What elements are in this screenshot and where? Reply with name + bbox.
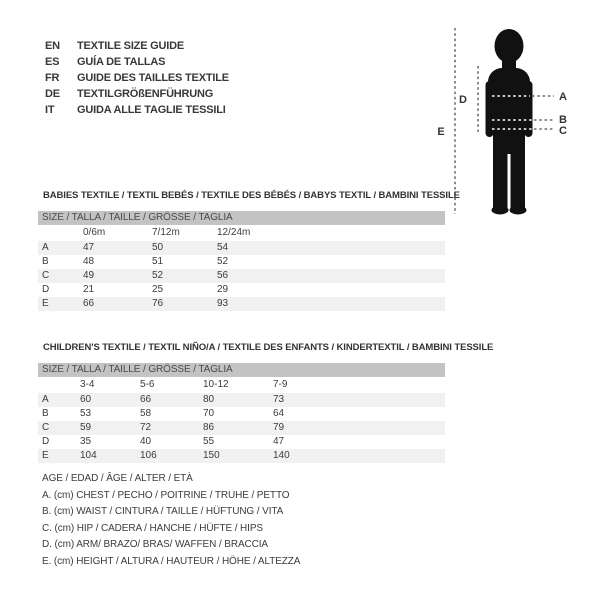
measurement-diagram bbox=[430, 8, 600, 220]
value-cell: 25 bbox=[152, 284, 164, 295]
size-header-bar: SIZE / TALLA / TAILLE / GRÖSSE / TAGLIA bbox=[38, 363, 445, 377]
table-row bbox=[38, 241, 445, 255]
list-item bbox=[45, 102, 229, 118]
column-header: 0/6m bbox=[83, 227, 106, 238]
value-cell: 73 bbox=[273, 394, 285, 405]
child-body-shape bbox=[486, 29, 533, 215]
legend-item-hip: C. (cm) HIP / CADERA / HANCHE / HÜFTE / HIPS bbox=[42, 522, 263, 534]
column-header: 7/12m bbox=[152, 227, 180, 238]
list-item bbox=[45, 70, 229, 86]
legend-item-height: E. (cm) HEIGHT / ALTURA / HAUTEUR / HÖHE / ALTEZZA bbox=[42, 555, 301, 567]
label-height-e: E bbox=[437, 126, 445, 138]
language-title: TEXTILGRÖßENFÜHRUNG bbox=[77, 88, 214, 100]
value-cell: 50 bbox=[152, 242, 164, 253]
table-row bbox=[38, 449, 445, 463]
table-row bbox=[38, 407, 445, 421]
value-cell: 56 bbox=[217, 270, 229, 281]
value-cell: 104 bbox=[80, 450, 97, 461]
value-cell: 66 bbox=[140, 394, 152, 405]
value-cell: 79 bbox=[273, 422, 285, 433]
value-cell: 70 bbox=[203, 408, 215, 419]
value-cell: 47 bbox=[83, 242, 95, 253]
value-cell: 21 bbox=[83, 284, 95, 295]
value-cell: 52 bbox=[217, 256, 229, 267]
language-title: GUIDA ALLE TAGLIE TESSILI bbox=[77, 104, 226, 116]
legend-item-waist: B. (cm) WAIST / CINTURA / TAILLE / HÜFTUNG / VITA bbox=[42, 506, 284, 517]
value-cell: 55 bbox=[203, 436, 215, 447]
language-title: TEXTILE SIZE GUIDE bbox=[77, 40, 185, 52]
list-item bbox=[45, 54, 229, 70]
column-header: 5-6 bbox=[140, 379, 155, 390]
row-label: C bbox=[42, 270, 50, 281]
table-row bbox=[38, 283, 445, 297]
table-row bbox=[38, 269, 445, 283]
list-item bbox=[45, 86, 229, 102]
value-cell: 29 bbox=[217, 284, 229, 295]
value-cell: 64 bbox=[273, 408, 285, 419]
legend-item-arm: D. (cm) ARM/ BRAZO/ BRAS/ WAFFEN / BRACCIA bbox=[42, 539, 269, 550]
value-cell: 59 bbox=[80, 422, 92, 433]
language-code: DE bbox=[45, 88, 60, 100]
language-title: GUIDE DES TAILLES TEXTILE bbox=[77, 72, 229, 84]
row-label: A bbox=[42, 242, 49, 253]
label-arm-d: D bbox=[459, 94, 467, 106]
language-list bbox=[45, 38, 229, 118]
value-cell: 53 bbox=[80, 408, 92, 419]
value-cell: 80 bbox=[203, 394, 215, 405]
value-cell: 58 bbox=[140, 408, 152, 419]
label-chest-a: A bbox=[559, 91, 567, 103]
children-section-heading: CHILDREN'S TEXTILE / TEXTIL NIÑO/A / TEXTILE DES ENFANTS / KINDERTEXTIL / BAMBINI TESSILE bbox=[43, 342, 494, 353]
column-header: 7-9 bbox=[273, 379, 288, 390]
legend-age-line: AGE / EDAD / ÂGE / ALTER / ETÀ bbox=[42, 473, 193, 484]
value-cell: 86 bbox=[203, 422, 215, 433]
value-cell: 93 bbox=[217, 298, 229, 309]
value-cell: 35 bbox=[80, 436, 92, 447]
value-cell: 52 bbox=[152, 270, 164, 281]
legend-item-chest: A. (cm) CHEST / PECHO / POITRINE / TRUHE / PETTO bbox=[42, 489, 290, 501]
value-cell: 150 bbox=[203, 450, 220, 461]
column-header: 12/24m bbox=[217, 227, 251, 238]
table-row bbox=[38, 421, 445, 435]
value-cell: 51 bbox=[152, 256, 164, 267]
value-cell: 106 bbox=[140, 450, 157, 461]
language-code: IT bbox=[45, 104, 55, 116]
language-code: EN bbox=[45, 40, 60, 52]
table-row bbox=[38, 297, 445, 311]
column-header-row bbox=[38, 377, 445, 393]
column-header: 10-12 bbox=[203, 379, 229, 390]
value-cell: 54 bbox=[217, 242, 229, 253]
value-cell: 76 bbox=[152, 298, 164, 309]
row-label: D bbox=[42, 436, 50, 447]
value-cell: 140 bbox=[273, 450, 290, 461]
value-cell: 66 bbox=[83, 298, 95, 309]
language-code: FR bbox=[45, 72, 60, 84]
value-cell: 60 bbox=[80, 394, 92, 405]
table-row bbox=[38, 255, 445, 269]
babies-section-heading: BABIES TEXTILE / TEXTIL BEBÉS / TEXTILE DES BÉBÉS / BABYS TEXTIL / BAMBINI TESSILE bbox=[43, 190, 460, 201]
table-row bbox=[38, 393, 445, 407]
row-label: D bbox=[42, 284, 50, 295]
corner-cell bbox=[38, 377, 80, 393]
label-hip-c: C bbox=[559, 125, 567, 137]
value-cell: 72 bbox=[140, 422, 152, 433]
value-cell: 47 bbox=[273, 436, 285, 447]
label-waist-b: B bbox=[559, 114, 567, 126]
row-label: B bbox=[42, 408, 49, 419]
row-label: E bbox=[42, 298, 49, 309]
row-label: A bbox=[42, 394, 49, 405]
list-item bbox=[45, 38, 229, 54]
value-cell: 48 bbox=[83, 256, 95, 267]
value-cell: 49 bbox=[83, 270, 95, 281]
value-cell: 40 bbox=[140, 436, 152, 447]
row-label: E bbox=[42, 450, 49, 461]
children-size-table bbox=[38, 363, 445, 463]
column-header-row bbox=[38, 225, 445, 241]
row-label: C bbox=[42, 422, 50, 433]
language-code: ES bbox=[45, 56, 60, 68]
child-silhouette-figure bbox=[430, 8, 600, 220]
size-header-bar: SIZE / TALLA / TAILLE / GRÖSSE / TAGLIA bbox=[38, 211, 445, 225]
babies-size-table bbox=[38, 211, 445, 311]
corner-cell bbox=[38, 225, 83, 241]
table-row bbox=[38, 435, 445, 449]
measurement-legend bbox=[42, 471, 300, 570]
language-title: GUÍA DE TALLAS bbox=[77, 56, 166, 68]
row-label: B bbox=[42, 256, 49, 267]
column-header: 3-4 bbox=[80, 379, 95, 390]
